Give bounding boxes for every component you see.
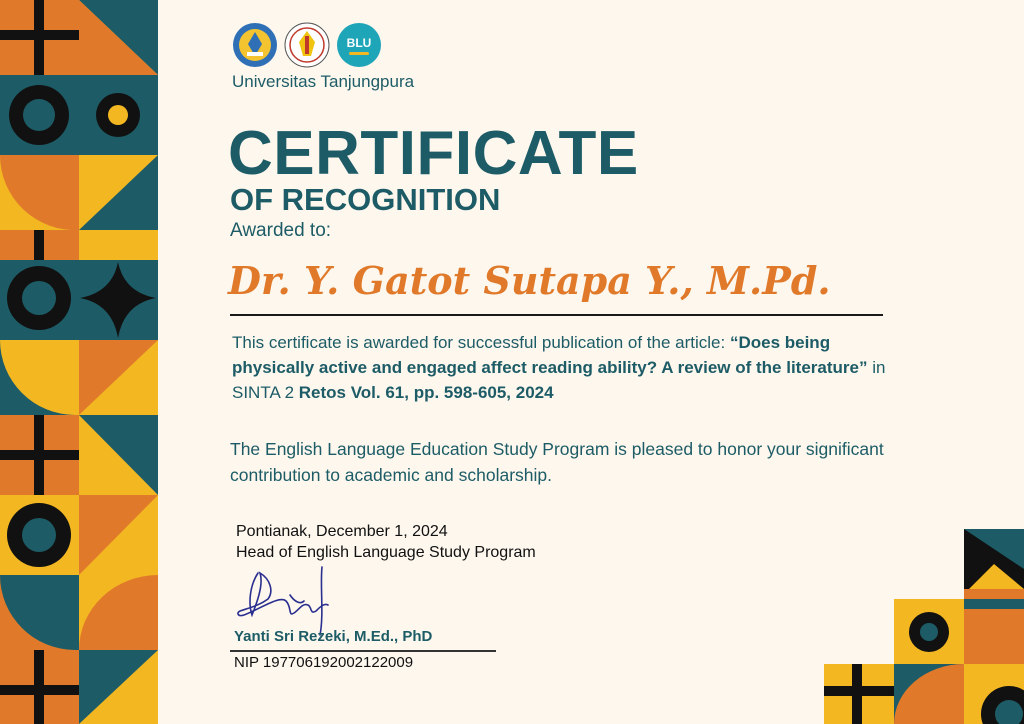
- article-title: “Does being physically active and engaged affect reading ability? A review of the literature”: [232, 333, 868, 377]
- recipient-name: Dr. Y. Gatot Sutapa Y., M.Pd.: [228, 258, 831, 303]
- signer-name: Yanti Sri Rezeki, M.Ed., PhD: [234, 628, 433, 645]
- index-text: in SINTA 2: [232, 358, 886, 402]
- kemendikbud-logo: [232, 22, 278, 68]
- recipient-underline: [230, 314, 883, 316]
- award-description: [232, 330, 912, 405]
- signature-line: [230, 650, 496, 652]
- university-name: Universitas Tanjungpura: [232, 72, 415, 91]
- signer-nip: NIP 197706192002122009: [234, 654, 414, 671]
- award-intro: This certificate is awarded for successful publication of the article:: [232, 333, 730, 352]
- place-date: Pontianak, December 1, 2024: [236, 523, 448, 540]
- left-decorative-pattern: [0, 0, 158, 724]
- logo-row: [232, 22, 382, 68]
- signer-position: Head of English Language Study Program: [236, 544, 536, 561]
- untan-logo: [284, 22, 330, 68]
- awarded-to-label: Awarded to:: [230, 220, 332, 241]
- blu-logo: [336, 22, 382, 68]
- journal-citation: Retos Vol. 61, pp. 598-605, 2024: [298, 383, 554, 402]
- certificate-subtitle: OF RECOGNITION: [230, 182, 501, 217]
- corner-decorative-pattern: [824, 524, 1024, 724]
- certificate-title: CERTIFICATE: [228, 119, 639, 188]
- blu-logo-text: BLU: [346, 36, 372, 50]
- honor-statement: The English Language Education Study Program is pleased to honor your significant contribution to academic and scholarship.: [230, 439, 884, 485]
